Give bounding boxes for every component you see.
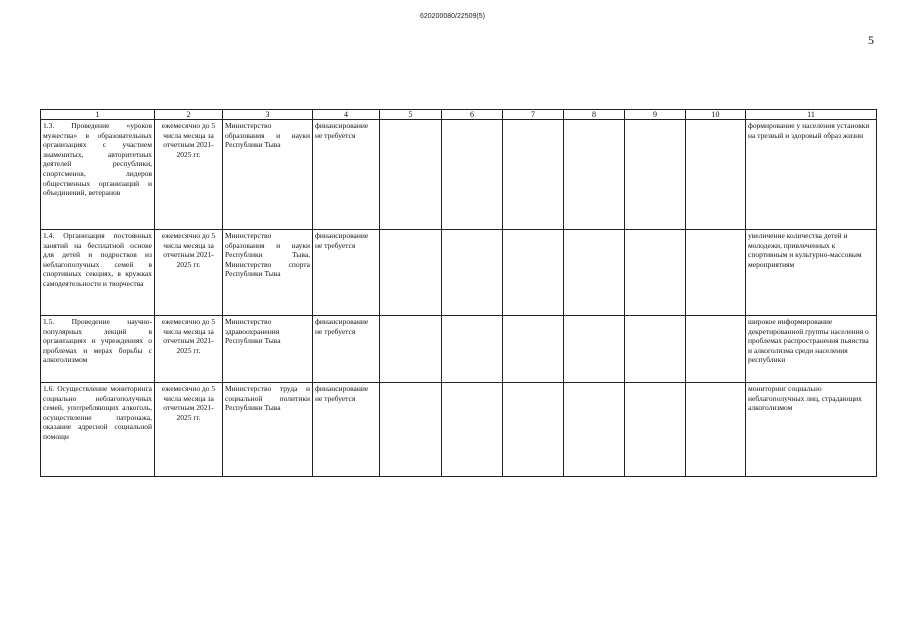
empty-cell [503, 316, 564, 383]
page-number: 5 [868, 33, 874, 47]
event-cell: 1.3. Проведение «уроков мужества» в образовательных организациях с участием знаменитых, авторитетных деятелей республики, спортсменов, лидеров общественных организаций и объединений, ветеранов [41, 120, 155, 230]
empty-cell [442, 316, 503, 383]
column-header: 6 [442, 110, 503, 120]
deadline-cell: ежемесячно до 5 числа месяца за отчетным 2021-2025 гг. [155, 316, 223, 383]
column-header: 10 [686, 110, 746, 120]
empty-cell [564, 230, 625, 316]
financing-cell: финансирование не требуется [313, 316, 380, 383]
deadline-cell: ежемесячно до 5 числа месяца за отчетным 2021-2025 гг. [155, 383, 223, 477]
financing-cell: финансирование не требуется [313, 120, 380, 230]
executor-cell: Министерство труда и социальной политики Республики Тыва [223, 383, 313, 477]
column-header: 8 [564, 110, 625, 120]
column-header: 3 [223, 110, 313, 120]
table-row [41, 316, 877, 383]
financing-cell: финансирование не требуется [313, 230, 380, 316]
document-code: 620200080/22509(5) [419, 13, 485, 20]
empty-cell [686, 120, 746, 230]
column-header: 5 [380, 110, 442, 120]
empty-cell [625, 120, 686, 230]
empty-cell [686, 230, 746, 316]
empty-cell [686, 383, 746, 477]
empty-cell [564, 383, 625, 477]
empty-cell [380, 316, 442, 383]
empty-cell [380, 383, 442, 477]
column-header: 2 [155, 110, 223, 120]
result-cell: мониторинг социально неблагополучных лиц, страдающих алкоголизмом [746, 383, 877, 477]
empty-cell [442, 383, 503, 477]
action-plan-table [40, 109, 877, 477]
executor-cell: Министерство здравоохранения Республики Тыва [223, 316, 313, 383]
deadline-cell: ежемесячно до 5 числа месяца за отчетным 2021-2025 гг. [155, 120, 223, 230]
column-header: 9 [625, 110, 686, 120]
empty-cell [625, 316, 686, 383]
empty-cell [503, 120, 564, 230]
column-header: 1 [41, 110, 155, 120]
table-row [41, 230, 877, 316]
empty-cell [625, 383, 686, 477]
table-header-row [41, 110, 877, 120]
empty-cell [442, 230, 503, 316]
event-cell: 1.4. Организация постоянных занятий на бесплатной основе для детей и подростков из неблагополучных семей в спортивных секциях, в кружках самодеятельности и творчества [41, 230, 155, 316]
column-header: 11 [746, 110, 877, 120]
empty-cell [564, 120, 625, 230]
table-row [41, 120, 877, 230]
result-cell: увеличение количества детей и молодежи, привлеченных к спортивным и культурно-массовым мероприятиям [746, 230, 877, 316]
result-cell: широкое информирование декретированной группы населения о проблемах распространения пьянства и алкоголизма среди населения республики [746, 316, 877, 383]
table-row [41, 383, 877, 477]
empty-cell [503, 230, 564, 316]
event-cell: 1.6. Осуществление мониторинга социально неблагополучных семей, употребляющих алкоголь, осуществление патронажа, оказание адресной социальной помощи [41, 383, 155, 477]
empty-cell [503, 383, 564, 477]
empty-cell [442, 120, 503, 230]
empty-cell [380, 120, 442, 230]
empty-cell [625, 230, 686, 316]
empty-cell [564, 316, 625, 383]
result-cell: формирование у населения установки на трезвый и здоровый образ жизни [746, 120, 877, 230]
column-header: 7 [503, 110, 564, 120]
empty-cell [686, 316, 746, 383]
financing-cell: финансирование не требуется [313, 383, 380, 477]
column-header: 4 [313, 110, 380, 120]
deadline-cell: ежемесячно до 5 числа месяца за отчетным 2021-2025 гг. [155, 230, 223, 316]
executor-cell: Министерство образования и науки Республики Тыва [223, 120, 313, 230]
empty-cell [380, 230, 442, 316]
event-cell: 1.5. Проведение научно-популярных лекций в организациях и учреждениях о проблемах и мерах борьбы с алкоголизмом [41, 316, 155, 383]
executor-cell: Министерство образования и науки Республики Тыва, Министерство спорта Республики Тыва [223, 230, 313, 316]
